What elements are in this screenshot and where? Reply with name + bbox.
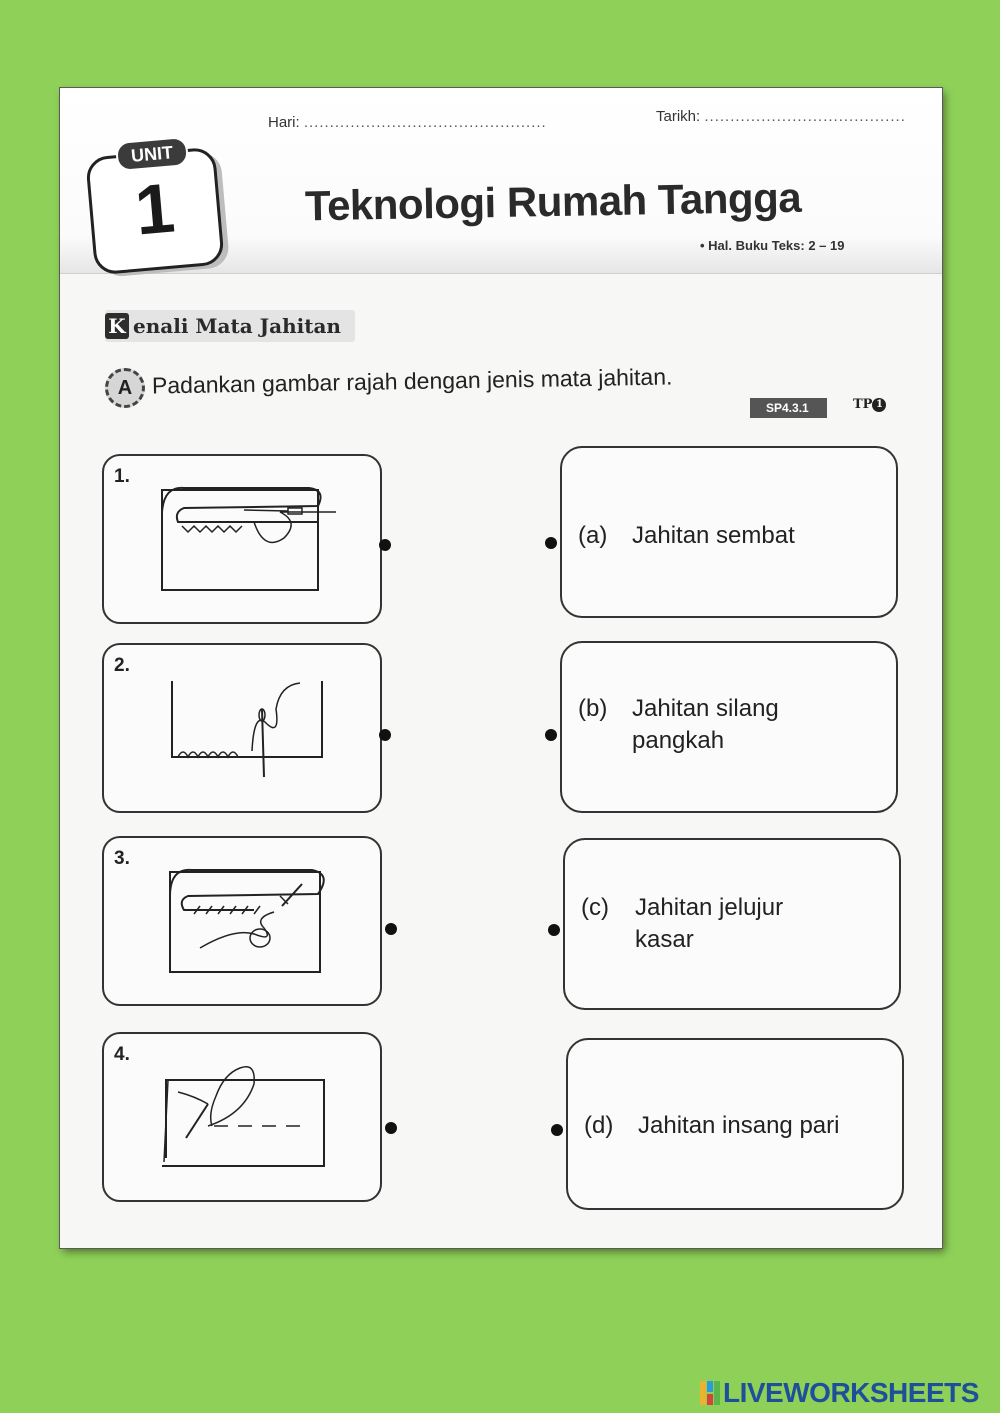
tacking-stitch-illustration — [104, 1034, 380, 1200]
option-c-dot[interactable] — [548, 924, 560, 936]
option-box-c — [563, 838, 901, 1010]
tp-level: 1 — [872, 398, 886, 412]
unit-badge — [85, 142, 225, 276]
unit-label: UNIT — [115, 136, 189, 172]
picture-box-4 — [102, 1032, 382, 1202]
option-a-dot[interactable] — [545, 537, 557, 549]
picture-4-dot[interactable] — [385, 1122, 397, 1134]
picture-2-dot[interactable] — [379, 729, 391, 741]
textbook-reference: • Hal. Buku Teks: 2 – 19 — [700, 238, 845, 253]
picture-number: 1. — [114, 466, 130, 487]
brand-name: LIVEWORKSHEETS — [723, 1377, 979, 1408]
option-text-line1: Jahitan jelujur — [635, 894, 784, 921]
section-badge: K — [105, 313, 129, 339]
option-text: Jahitan sembat — [632, 522, 795, 549]
option-d — [584, 1110, 839, 1142]
question-badge: A — [105, 368, 145, 408]
blanket-stitch-illustration — [104, 645, 380, 811]
picture-box-3 — [102, 836, 382, 1006]
picture-box-2 — [102, 643, 382, 813]
option-box-a — [560, 446, 898, 618]
option-letter: (a) — [578, 522, 608, 549]
worksheet-page — [60, 88, 942, 1248]
section-heading — [105, 310, 355, 342]
option-text-line2: kasar — [635, 926, 694, 953]
option-d-dot[interactable] — [551, 1124, 563, 1136]
option-box-b — [560, 641, 898, 813]
picture-box-1 — [102, 454, 382, 624]
tp-label: TP — [853, 397, 873, 412]
option-letter: (b) — [578, 695, 608, 722]
section-title: enali Mata Jahitan — [133, 314, 341, 338]
hari-blank[interactable]: ............................................... — [303, 114, 547, 131]
liveworksheets-logo — [700, 1377, 979, 1409]
option-b-dot[interactable] — [545, 729, 557, 741]
unit-number: 1 — [132, 168, 178, 250]
standard-tag: SP4.3.1 — [750, 398, 827, 418]
option-c — [581, 892, 783, 956]
option-box-d — [566, 1038, 904, 1210]
picture-number: 3. — [114, 848, 130, 869]
tarikh-label: Tarikh: — [656, 108, 701, 125]
page-title: Teknologi Rumah Tangga — [304, 173, 802, 230]
hemming-stitch-illustration — [104, 456, 380, 622]
option-letter: (c) — [581, 894, 609, 921]
liveworksheets-logo-icon — [700, 1381, 720, 1405]
tp-tag — [853, 397, 886, 412]
question-instruction: Padankan gambar rajah dengan jenis mata jahitan. — [151, 363, 673, 399]
option-text-line2: pangkah — [632, 727, 725, 754]
slant-hem-stitch-illustration — [104, 838, 380, 1004]
option-b — [578, 693, 779, 757]
option-letter: (d) — [584, 1112, 614, 1139]
option-text-line1: Jahitan silang — [632, 695, 779, 722]
picture-3-dot[interactable] — [385, 923, 397, 935]
picture-number: 4. — [114, 1044, 130, 1065]
tarikh-field — [656, 108, 906, 125]
option-text: Jahitan insang pari — [638, 1112, 840, 1139]
hari-label: Hari: — [268, 114, 300, 131]
option-a — [578, 520, 795, 552]
hari-field — [268, 114, 547, 131]
picture-1-dot[interactable] — [379, 539, 391, 551]
picture-number: 2. — [114, 655, 130, 676]
tarikh-blank[interactable]: ....................................... — [704, 108, 906, 125]
